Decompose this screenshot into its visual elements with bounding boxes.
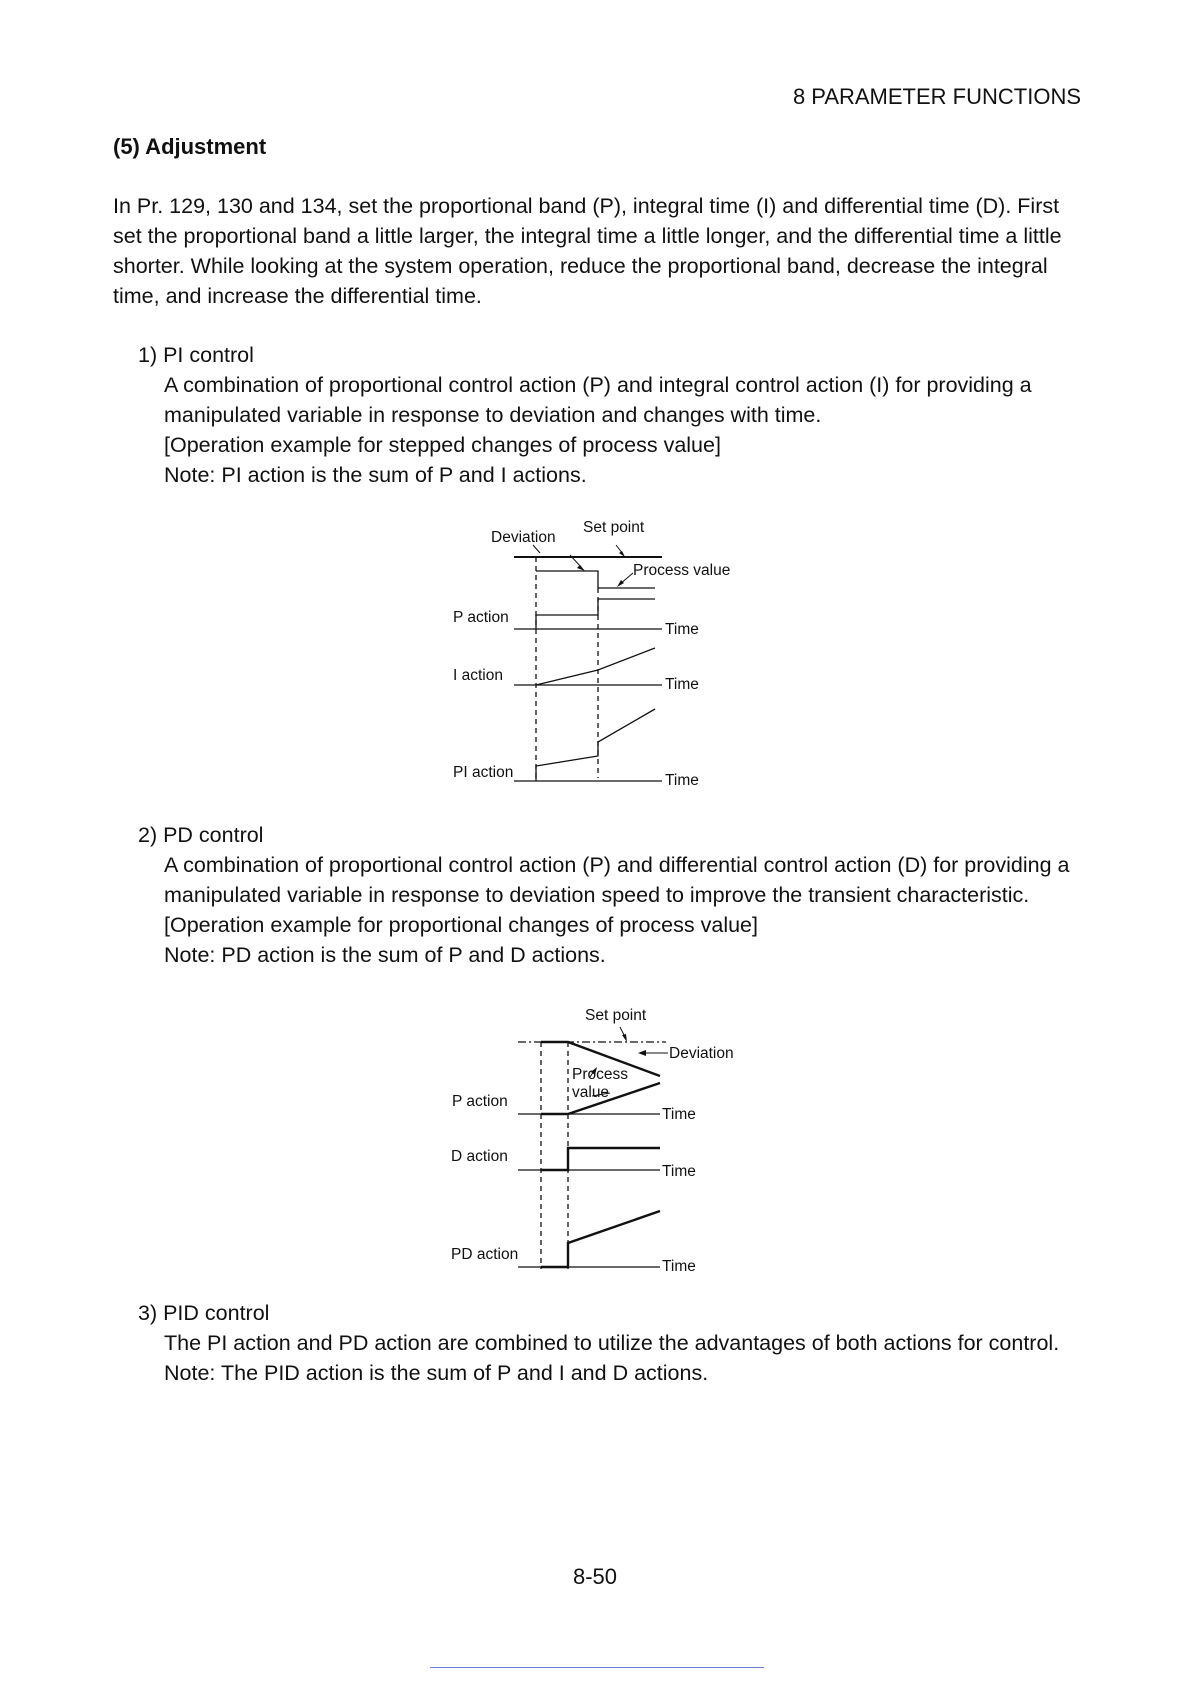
pi-label-p-action: P action <box>453 609 509 626</box>
pi-label-process-value: Process value <box>633 562 731 579</box>
pd-control-line-1: A combination of proportional control action (P) and differential control action (D) for providing a manipulated variable in response to deviation speed to improve the transient characteristic. <box>164 853 1070 907</box>
pd-label-deviation: Deviation <box>669 1045 734 1062</box>
pd-control-description <box>164 850 1099 970</box>
section-title: (5) Adjustment <box>113 134 267 159</box>
pid-control-line-1: The PI action and PD action are combined to utilize the advantages of both actions for control. <box>164 1331 1060 1355</box>
pd-label-value: value <box>572 1084 610 1101</box>
pd-control-line-3: Note: PD action is the sum of P and D actions. <box>164 943 606 967</box>
pd-control-heading: 2) PD control <box>138 823 264 847</box>
pi-control-line-1: A combination of proportional control action (P) and integral control action (I) for providing a manipulated variable in response to deviation and changes with time. <box>164 373 1032 427</box>
pd-label-time-3: Time <box>662 1258 696 1275</box>
pi-action-diagram <box>440 510 760 800</box>
pd-label-process: Process <box>572 1066 628 1083</box>
pi-label-i-action: I action <box>453 667 503 684</box>
pd-label-time-1: Time <box>662 1106 696 1123</box>
pi-label-pi-action: PI action <box>453 764 514 781</box>
pi-control-line-3: Note: PI action is the sum of P and I actions. <box>164 463 587 487</box>
pd-label-p-action: P action <box>452 1093 508 1110</box>
pid-control-description <box>164 1328 1099 1388</box>
footer-rule <box>430 1667 764 1668</box>
pd-label-time-2: Time <box>662 1163 696 1180</box>
pi-label-time-1: Time <box>665 621 699 638</box>
pd-label-d-action: D action <box>451 1148 508 1165</box>
pd-control-line-2: [Operation example for proportional changes of process value] <box>164 913 758 937</box>
pi-label-time-2: Time <box>665 676 699 693</box>
pid-control-heading: 3) PID control <box>138 1301 270 1325</box>
intro-paragraph: In Pr. 129, 130 and 134, set the proportional band (P), integral time (I) and differential time (D). First set the proportional band a little larger, the integral time a little longer, and the differential time a little shorter. While looking at the system operation, reduce the proportional band, decrease the integral time, and increase the differential time. <box>113 194 1062 308</box>
pd-action-diagram <box>440 993 760 1283</box>
pi-label-set-point: Set point <box>583 519 645 536</box>
pd-label-set-point: Set point <box>585 1007 647 1024</box>
pid-control-line-2: Note: The PID action is the sum of P and I and D actions. <box>164 1361 709 1385</box>
pi-control-description <box>164 370 1099 490</box>
pi-control-heading: 1) PI control <box>138 343 254 367</box>
pi-label-deviation: Deviation <box>491 529 556 546</box>
pd-label-pd-action: PD action <box>451 1246 519 1263</box>
pi-control-line-2: [Operation example for stepped changes of process value] <box>164 433 721 457</box>
pi-label-time-3: Time <box>665 772 699 789</box>
chapter-header: 8 PARAMETER FUNCTIONS <box>792 84 1081 109</box>
page-number: 8-50 <box>572 1564 618 1589</box>
